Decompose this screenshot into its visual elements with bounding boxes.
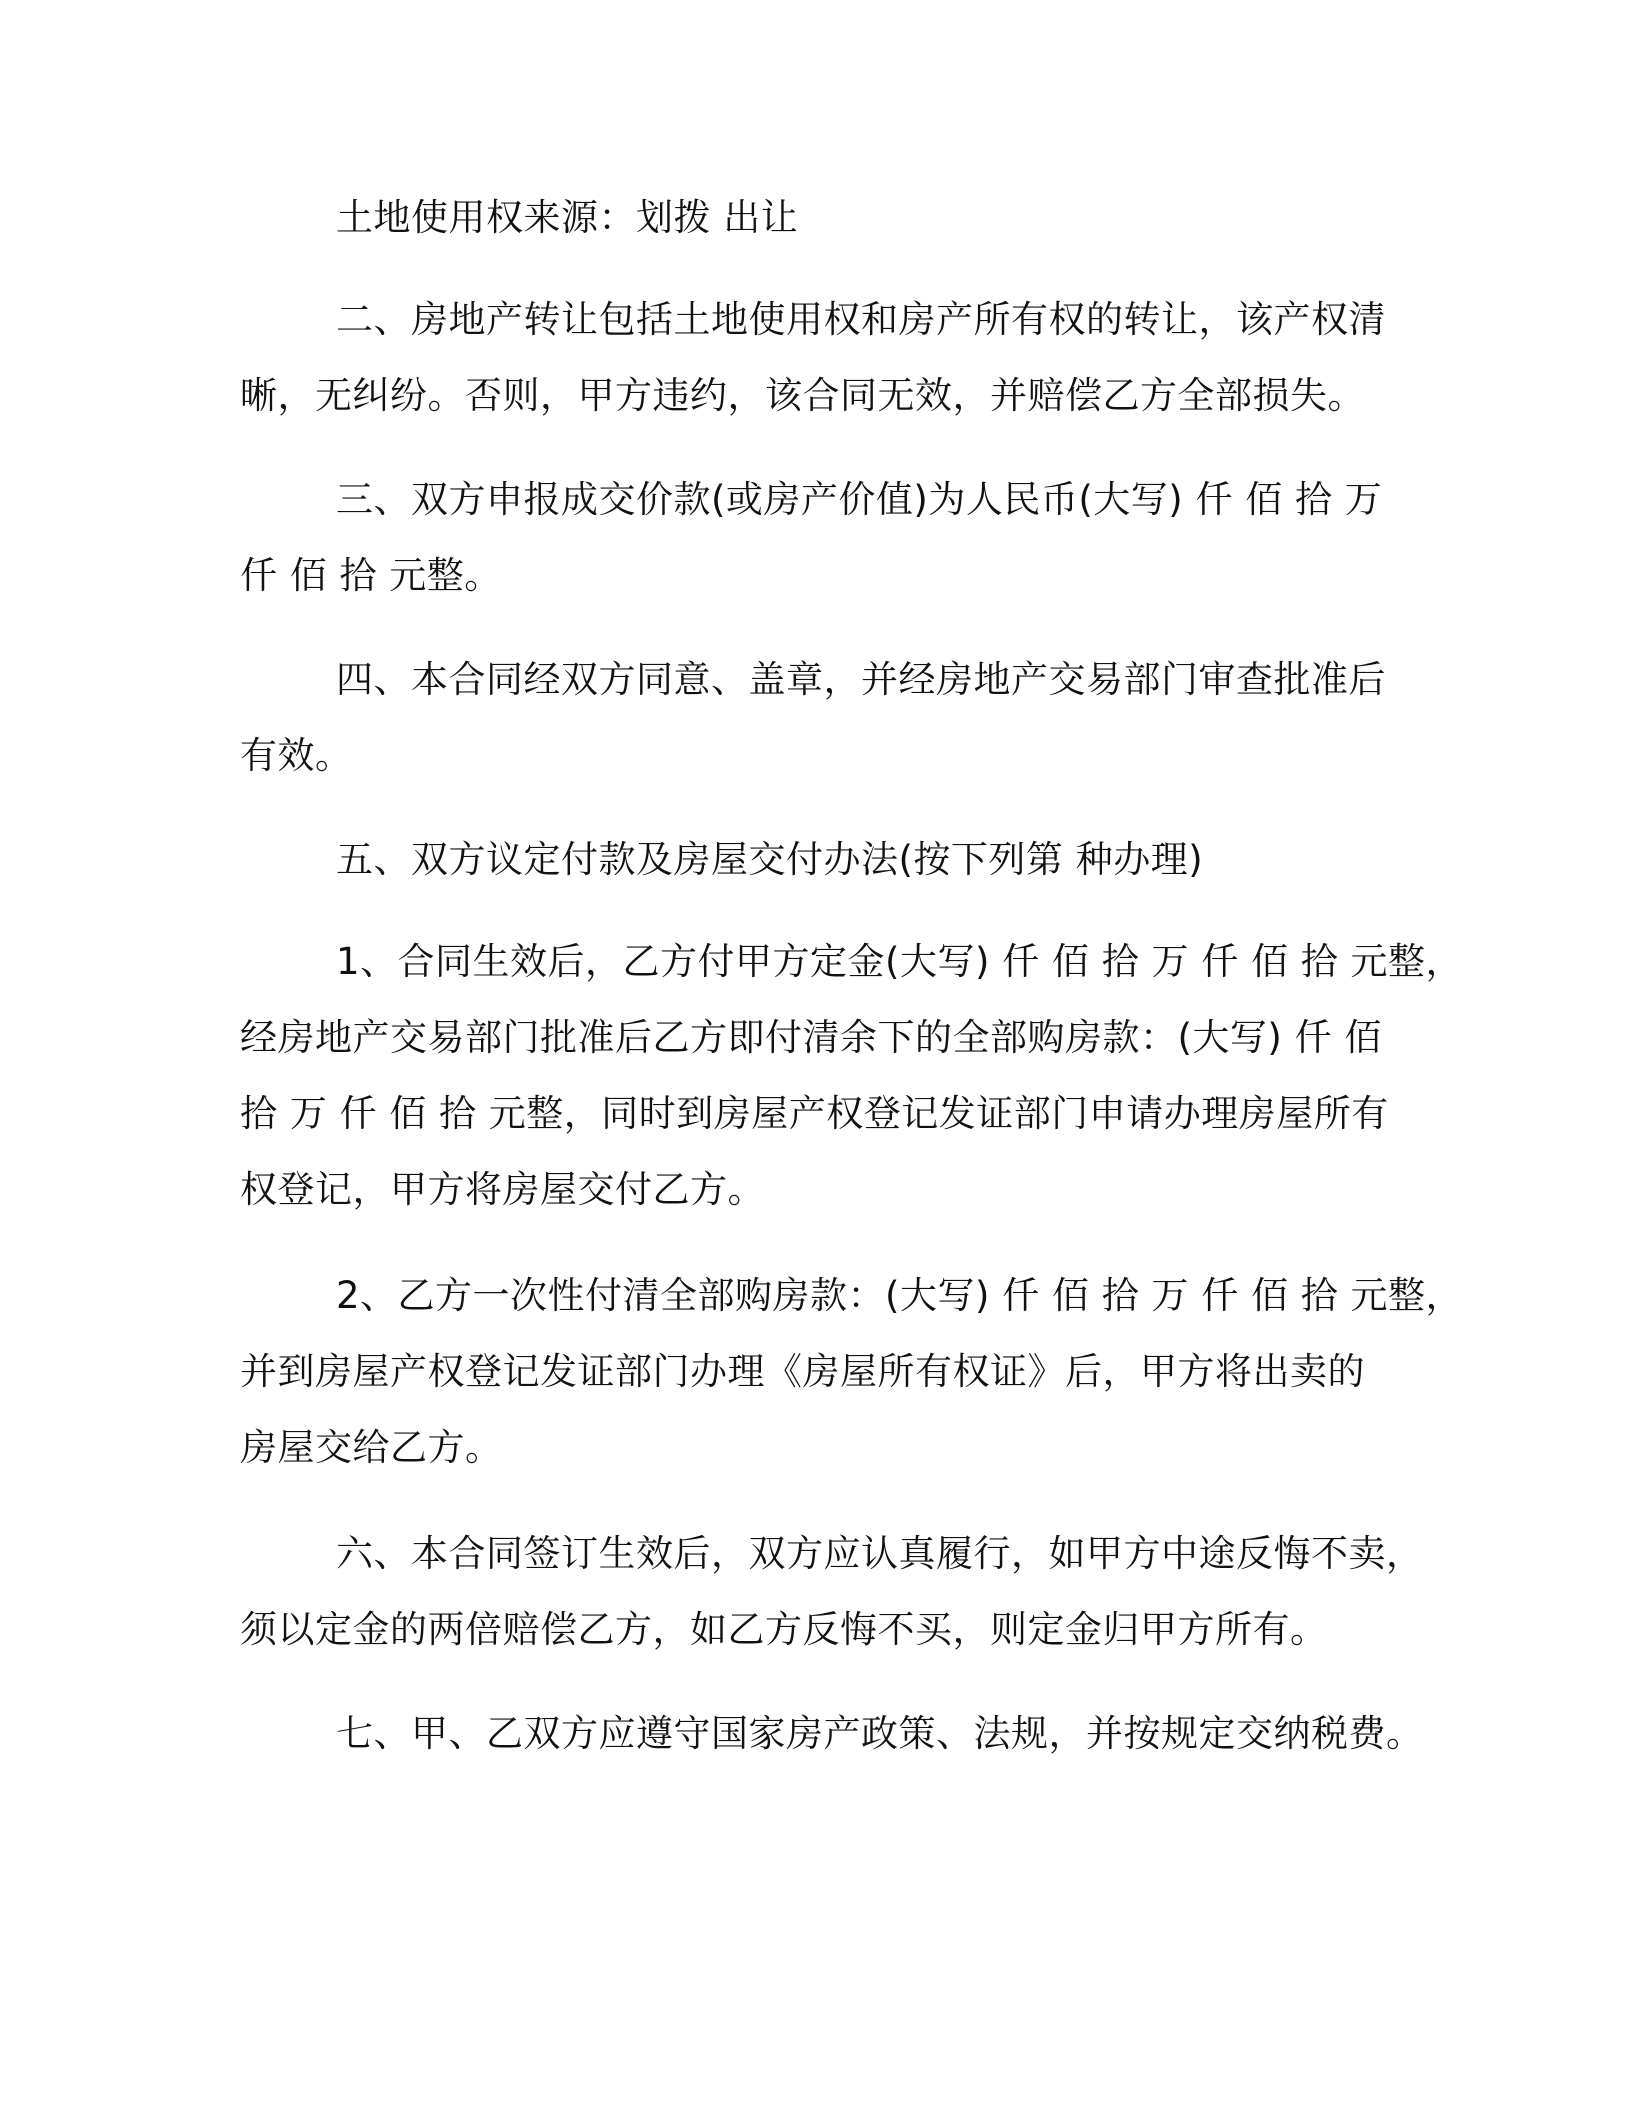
clause-5-item-2-line-2: 并到房屋产权登记发证部门办理《房屋所有权证》后，甲方将出卖的 [240, 1350, 1365, 1393]
clause-6-line-1: 六、本合同签订生效后，双方应认真履行，如甲方中途反悔不卖， [336, 1532, 1424, 1575]
clause-5-heading: 五、双方议定付款及房屋交付办法(按下列第 种办理) [336, 838, 1204, 881]
clause-2-line-1: 二、房地产转让包括土地使用权和房产所有权的转让，该产权清 [336, 298, 1386, 341]
clause-5-item-1-line-3: 拾 万 仟 佰 拾 元整，同时到房屋产权登记发证部门申请办理房屋所有 [240, 1092, 1389, 1135]
clause-5-item-1-line-1: 1、合同生效后，乙方付甲方定金(大写) 仟 佰 拾 万 仟 佰 拾 元整， [336, 940, 1463, 983]
clause-4-line-2: 有效。 [240, 734, 353, 777]
clause-5-item-1-line-4: 权登记，甲方将房屋交付乙方。 [240, 1168, 765, 1211]
clause-4-line-1: 四、本合同经双方同意、盖章，并经房地产交易部门审查批准后 [336, 658, 1386, 701]
clause-7-line-1: 七、甲、乙双方应遵守国家房产政策、法规，并按规定交纳税费。 [336, 1712, 1424, 1755]
clause-3-line-1: 三、双方申报成交价款(或房产价值)为人民币(大写) 仟 佰 拾 万 [336, 478, 1383, 521]
clause-5-item-1-line-2: 经房地产交易部门批准后乙方即付清余下的全部购房款：(大写) 仟 佰 [240, 1016, 1382, 1059]
land-use-source-line: 土地使用权来源：划拨 出让 [336, 196, 799, 239]
clause-5-item-2-line-1: 2、乙方一次性付清全部购房款：(大写) 仟 佰 拾 万 仟 佰 拾 元整， [336, 1274, 1463, 1317]
clause-5-item-2-line-3: 房屋交给乙方。 [240, 1426, 503, 1469]
clause-6-line-2: 须以定金的两倍赔偿乙方，如乙方反悔不买，则定金归甲方所有。 [240, 1608, 1328, 1651]
clause-3-line-2: 仟 佰 拾 元整。 [240, 554, 502, 597]
clause-2-line-2: 晰，无纠纷。否则，甲方违约，该合同无效，并赔偿乙方全部损失。 [240, 374, 1365, 417]
